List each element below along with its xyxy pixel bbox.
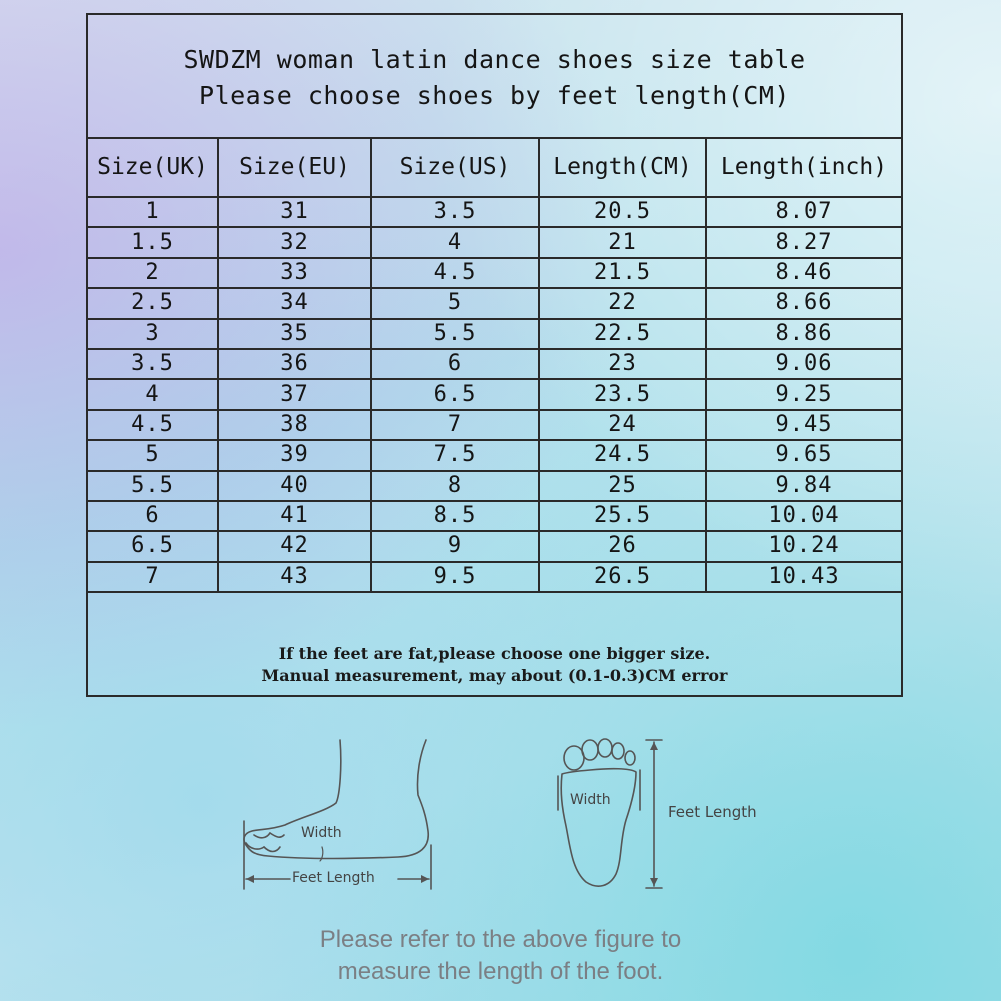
table-cell: 41 bbox=[218, 501, 371, 531]
column-header-size-us: Size(US) bbox=[371, 137, 539, 197]
table-row bbox=[88, 440, 901, 470]
table-cell: 21 bbox=[539, 227, 706, 257]
table-row bbox=[88, 288, 901, 318]
sole-width-label: Width bbox=[570, 792, 611, 808]
table-row bbox=[88, 501, 901, 531]
table-cell: 8.5 bbox=[371, 501, 539, 531]
table-cell: 10.24 bbox=[706, 531, 901, 561]
table-cell: 43 bbox=[218, 562, 371, 592]
table-cell: 9.65 bbox=[706, 440, 901, 470]
table-cell: 20.5 bbox=[539, 197, 706, 227]
table-cell: 4.5 bbox=[88, 410, 218, 440]
note-measurement-error: Manual measurement, may about (0.1-0.3)CM error bbox=[261, 666, 728, 685]
table-cell: 6 bbox=[371, 349, 539, 379]
column-header-length-cm: Length(CM) bbox=[539, 137, 706, 197]
table-row bbox=[88, 349, 901, 379]
table-cell: 9.25 bbox=[706, 379, 901, 409]
table-cell: 5.5 bbox=[88, 471, 218, 501]
table-cell: 10.04 bbox=[706, 501, 901, 531]
table-cell: 39 bbox=[218, 440, 371, 470]
big-toe bbox=[564, 746, 584, 770]
table-cell: 7 bbox=[371, 410, 539, 440]
table-cell: 25.5 bbox=[539, 501, 706, 531]
toe-outline-2 bbox=[254, 833, 270, 838]
table-cell: 6 bbox=[88, 501, 218, 531]
table-row bbox=[88, 562, 901, 592]
table-row bbox=[88, 227, 901, 257]
table-cell: 24 bbox=[539, 410, 706, 440]
table-cell: 25 bbox=[539, 471, 706, 501]
table-cell: 8.86 bbox=[706, 319, 901, 349]
table-row bbox=[88, 319, 901, 349]
table-cell: 8 bbox=[371, 471, 539, 501]
table-cell: 7.5 bbox=[371, 440, 539, 470]
table-cell: 8.46 bbox=[706, 258, 901, 288]
table-cell: 26 bbox=[539, 531, 706, 561]
toe-3 bbox=[598, 739, 612, 757]
table-cell: 1.5 bbox=[88, 227, 218, 257]
side-width-label: Width bbox=[301, 825, 342, 841]
table-row bbox=[88, 197, 901, 227]
page-subtitle: Please choose shoes by feet length(CM) bbox=[199, 81, 790, 110]
foot-sole-view-illustration bbox=[550, 730, 670, 895]
notes-block bbox=[88, 620, 901, 695]
page-title: SWDZM woman latin dance shoes size table bbox=[183, 45, 806, 74]
sole-length-label: Feet Length bbox=[668, 803, 757, 821]
table-cell: 22 bbox=[539, 288, 706, 318]
table-cell: 35 bbox=[218, 319, 371, 349]
toe-2 bbox=[582, 740, 598, 760]
toe-outline-4 bbox=[270, 833, 284, 837]
table-cell: 24.5 bbox=[539, 440, 706, 470]
table-cell: 2 bbox=[88, 258, 218, 288]
table-cell: 5 bbox=[371, 288, 539, 318]
instruction-caption bbox=[0, 924, 1001, 988]
table-cell: 36 bbox=[218, 349, 371, 379]
column-header-size-uk: Size(UK) bbox=[88, 137, 218, 197]
table-row bbox=[88, 471, 901, 501]
column-header-length-inch: Length(inch) bbox=[706, 137, 901, 197]
table-cell: 38 bbox=[218, 410, 371, 440]
table-cell: 8.27 bbox=[706, 227, 901, 257]
note-fat-feet: If the feet are fat,please choose one bigger size. bbox=[278, 644, 711, 663]
length-arrow-head-right bbox=[421, 875, 429, 883]
table-row bbox=[88, 258, 901, 288]
table-cell: 22.5 bbox=[539, 319, 706, 349]
toe-4 bbox=[612, 743, 624, 759]
caption-line-1: Please refer to the above figure to bbox=[319, 926, 682, 953]
table-cell: 3 bbox=[88, 319, 218, 349]
side-length-label: Feet Length bbox=[292, 870, 375, 886]
table-cell: 6.5 bbox=[371, 379, 539, 409]
table-row bbox=[88, 531, 901, 561]
table-row bbox=[88, 379, 901, 409]
table-cell: 2.5 bbox=[88, 288, 218, 318]
table-cell: 3.5 bbox=[371, 197, 539, 227]
table-cell: 3.5 bbox=[88, 349, 218, 379]
table-cell: 9.06 bbox=[706, 349, 901, 379]
table-row bbox=[88, 410, 901, 440]
table-header-row bbox=[88, 137, 901, 197]
column-header-size-eu: Size(EU) bbox=[218, 137, 371, 197]
table-cell: 5 bbox=[88, 440, 218, 470]
table-cell: 40 bbox=[218, 471, 371, 501]
length-arrow-head-left bbox=[246, 875, 254, 883]
table-cell: 42 bbox=[218, 531, 371, 561]
size-table bbox=[88, 137, 901, 593]
table-cell: 9.84 bbox=[706, 471, 901, 501]
table-cell: 7 bbox=[88, 562, 218, 592]
table-cell: 6.5 bbox=[88, 531, 218, 561]
table-cell: 23 bbox=[539, 349, 706, 379]
table-cell: 26.5 bbox=[539, 562, 706, 592]
table-cell: 8.07 bbox=[706, 197, 901, 227]
table-cell: 8.66 bbox=[706, 288, 901, 318]
length-arrow-head-bottom bbox=[650, 878, 658, 886]
caption-line-2: measure the length of the foot. bbox=[337, 958, 664, 985]
toe-5 bbox=[625, 751, 635, 765]
table-cell: 32 bbox=[218, 227, 371, 257]
toe-outline-3 bbox=[264, 847, 280, 852]
title-block bbox=[88, 15, 901, 139]
table-cell: 33 bbox=[218, 258, 371, 288]
table-cell: 5.5 bbox=[371, 319, 539, 349]
table-cell: 9 bbox=[371, 531, 539, 561]
table-cell: 4 bbox=[88, 379, 218, 409]
table-cell: 4.5 bbox=[371, 258, 539, 288]
size-table-frame bbox=[86, 13, 903, 697]
table-cell: 21.5 bbox=[539, 258, 706, 288]
table-cell: 9.5 bbox=[371, 562, 539, 592]
table-cell: 31 bbox=[218, 197, 371, 227]
table-cell: 23.5 bbox=[539, 379, 706, 409]
table-cell: 4 bbox=[371, 227, 539, 257]
length-arrow-head-top bbox=[650, 742, 658, 750]
table-cell: 37 bbox=[218, 379, 371, 409]
sole-outline bbox=[561, 769, 636, 886]
table-cell: 34 bbox=[218, 288, 371, 318]
table-cell: 1 bbox=[88, 197, 218, 227]
table-cell: 9.45 bbox=[706, 410, 901, 440]
table-cell: 10.43 bbox=[706, 562, 901, 592]
